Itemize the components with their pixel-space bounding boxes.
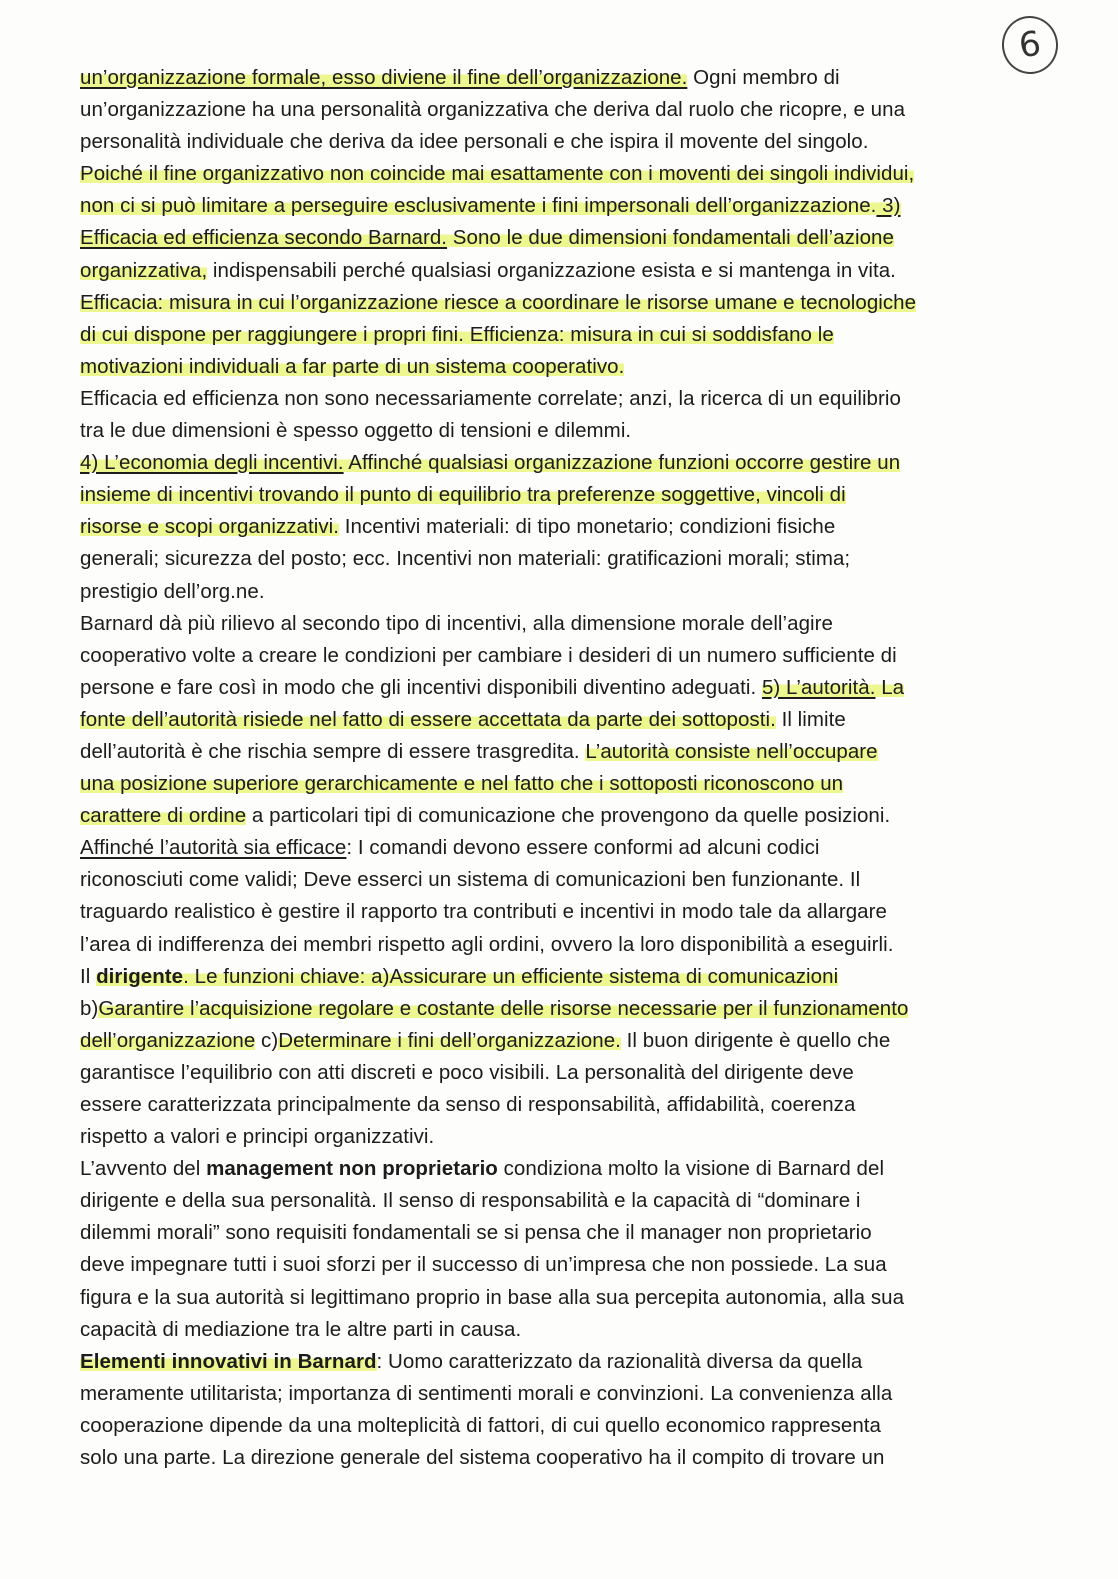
text-line bbox=[80, 383, 1045, 415]
highlighted-text: Affinché qualsiasi organizzazione funzioni occorre gestire un bbox=[343, 451, 901, 475]
highlighted-text: Garantire l’acquisizione regolare e costante delle risorse necessarie per il funzionamento bbox=[98, 996, 909, 1020]
text-segment: Il buon dirigente è quello che bbox=[620, 1028, 891, 1052]
text-segment: Il bbox=[80, 964, 97, 988]
highlighted-text: carattere di ordine bbox=[80, 804, 247, 828]
highlighted-text: organizzativa, bbox=[80, 258, 208, 282]
text-line bbox=[80, 1217, 1045, 1249]
text-segment: management non proprietario bbox=[206, 1157, 498, 1181]
highlighted-text: non ci si può limitare a perseguire esclusivamente i fini impersonali dell’organizzazione. bbox=[80, 194, 877, 218]
text-line bbox=[80, 672, 1045, 704]
text-line bbox=[80, 447, 1045, 479]
text-line bbox=[80, 222, 1045, 254]
text-line bbox=[80, 832, 1045, 864]
text-line bbox=[80, 62, 1045, 94]
text-line bbox=[80, 800, 1045, 832]
text-line bbox=[80, 704, 1045, 736]
text-segment: dilemmi morali” sono requisiti fondamentali se si pensa che il manager non proprietario bbox=[80, 1221, 872, 1245]
text-segment: condiziona molto la visione di Barnard del bbox=[497, 1157, 885, 1181]
text-segment: generali; sicurezza del posto; ecc. Incentivi non materiali: gratificazioni morali; stima; bbox=[80, 547, 851, 571]
text-line bbox=[80, 415, 1045, 447]
text-line bbox=[80, 1057, 1045, 1089]
highlighted-text: La bbox=[875, 675, 905, 699]
text-segment: persone e fare così in modo che gli incentivi disponibili diventino adeguati. bbox=[80, 675, 762, 699]
text-segment: : Uomo caratterizzato da razionalità diversa da quella bbox=[376, 1349, 863, 1373]
text-segment: solo una parte. La direzione generale del sistema cooperativo ha il compito di trovare un bbox=[80, 1446, 885, 1470]
text-segment: l’area di indifferenza dei membri rispetto agli ordini, ovvero la loro disponibilità a eseguirli. bbox=[80, 932, 894, 956]
text-line bbox=[80, 479, 1045, 511]
highlighted-text: insieme di incentivi trovando il punto di equilibrio tra preferenze soggettive, vincoli di bbox=[80, 483, 846, 507]
text-line bbox=[80, 543, 1045, 575]
text-segment: traguardo realistico è gestire il rapporto tra contributi e incentivi in modo tale da allargare bbox=[80, 900, 887, 924]
highlighted-text: Poiché il fine organizzativo non coincide mai esattamente con i moventi dei singoli individui, bbox=[80, 162, 915, 186]
text-line bbox=[80, 94, 1045, 126]
text-line bbox=[80, 190, 1045, 222]
text-line bbox=[80, 768, 1045, 800]
document-body bbox=[80, 62, 1045, 1474]
text-segment: figura e la sua autorità si legittimano proprio in base alla sua percepita autonomia, alla sua bbox=[80, 1285, 905, 1309]
text-segment: a particolari tipi di comunicazione che provengono da quelle posizioni. bbox=[246, 804, 891, 828]
text-line bbox=[80, 319, 1045, 351]
text-line bbox=[80, 640, 1045, 672]
highlighted-text: dirigente bbox=[96, 964, 184, 988]
text-line bbox=[80, 511, 1045, 543]
page-number: 6 bbox=[1016, 23, 1044, 67]
text-line bbox=[80, 287, 1045, 319]
text-line bbox=[80, 961, 1045, 993]
text-line bbox=[80, 1025, 1045, 1057]
highlighted-text: L’autorità consiste nell’occupare bbox=[585, 739, 878, 763]
text-segment: cooperazione dipende da una molteplicità di fattori, di cui quello economico rappresenta bbox=[80, 1413, 881, 1437]
text-segment: L’avvento del bbox=[80, 1157, 207, 1181]
text-segment: Efficacia ed efficienza non sono necessariamente correlate; anzi, la ricerca di un equilibrio bbox=[80, 386, 901, 410]
text-line bbox=[80, 126, 1045, 158]
text-segment: cooperativo volte a creare le condizioni per cambiare i desideri di un numero sufficiente di bbox=[80, 643, 897, 667]
text-line bbox=[80, 1410, 1045, 1442]
text-segment: Affinché l’autorità sia efficace bbox=[80, 836, 347, 860]
highlighted-text: risorse e scopi organizzativi. bbox=[80, 515, 339, 539]
highlighted-text: 3) bbox=[876, 194, 901, 218]
text-segment: Barnard dà più rilievo al secondo tipo di incentivi, alla dimensione morale dell’agire bbox=[80, 611, 833, 635]
text-line bbox=[80, 1153, 1045, 1185]
text-line bbox=[80, 351, 1045, 383]
highlighted-text: di cui dispone per raggiungere i propri fini. Efficienza: misura in cui si soddisfano le bbox=[80, 322, 834, 346]
text-line bbox=[80, 1314, 1045, 1346]
highlighted-text: una posizione superiore gerarchicamente e nel fatto che i sottoposti riconoscono un bbox=[80, 772, 844, 796]
text-segment: Incentivi materiali: di tipo monetario; condizioni fisiche bbox=[339, 515, 836, 539]
text-line bbox=[80, 1282, 1045, 1314]
text-line bbox=[80, 1089, 1045, 1121]
text-segment: personalità individuale che deriva da idee personali e che ispira il movente del singolo. bbox=[80, 130, 869, 154]
highlighted-text: dell’organizzazione bbox=[80, 1028, 256, 1052]
text-line bbox=[80, 864, 1045, 896]
text-segment: prestigio dell’org.ne. bbox=[80, 579, 265, 603]
highlighted-text: motivazioni individuali a far parte di un sistema cooperativo. bbox=[80, 354, 625, 378]
text-segment: essere caratterizzata principalmente da senso di responsabilità, affidabilità, coerenza bbox=[80, 1093, 856, 1116]
text-segment: deve impegnare tutti i suoi sforzi per il successo di un’impresa che non possiede. La sua bbox=[80, 1253, 887, 1277]
highlighted-text: Sono le due dimensioni fondamentali dell’azione bbox=[447, 226, 894, 250]
highlighted-text: Determinare i fini dell’organizzazione. bbox=[278, 1028, 621, 1052]
highlighted-text: 5) L’autorità. bbox=[761, 675, 876, 699]
text-line bbox=[80, 608, 1045, 640]
highlighted-text: . Le funzioni chiave: a)Assicurare un efficiente sistema di comunicazioni bbox=[183, 964, 839, 988]
text-segment: Ogni membro di bbox=[687, 66, 840, 89]
text-segment: : I comandi devono essere conformi ad alcuni codici bbox=[346, 836, 820, 860]
highlighted-text: 4) L’economia degli incentivi. bbox=[80, 451, 344, 475]
highlighted-text: Elementi innovativi in Barnard bbox=[80, 1349, 377, 1373]
text-line bbox=[80, 896, 1045, 928]
highlighted-text: fonte dell’autorità risiede nel fatto di essere accettata da parte dei sottoposti. bbox=[80, 707, 776, 731]
text-segment: garantisce l’equilibrio con atti discreti e poco visibili. La personalità del dirigente deve bbox=[80, 1060, 854, 1084]
text-line bbox=[80, 929, 1045, 961]
text-line bbox=[80, 158, 1045, 190]
highlighted-text: Efficacia ed efficienza secondo Barnard. bbox=[80, 226, 448, 250]
text-line bbox=[80, 1346, 1045, 1378]
text-segment: c) bbox=[255, 1028, 279, 1052]
text-segment: meramente utilitarista; importanza di sentimenti morali e convinzioni. La convenienza alla bbox=[80, 1381, 893, 1405]
text-segment: indispensabili perché qualsiasi organizzazione esista e si mantenga in vita. bbox=[207, 258, 896, 282]
text-line bbox=[80, 993, 1045, 1025]
text-line bbox=[80, 1249, 1045, 1281]
text-line bbox=[80, 576, 1045, 608]
text-line bbox=[80, 1185, 1045, 1217]
text-segment: b) bbox=[80, 996, 99, 1020]
text-line bbox=[80, 1378, 1045, 1410]
text-segment: Il limite bbox=[775, 707, 846, 731]
text-segment: capacità di mediazione tra le altre parti in causa. bbox=[80, 1317, 522, 1341]
text-segment: dirigente e della sua personalità. Il senso di responsabilità e la capacità di “dominare i bbox=[80, 1189, 861, 1213]
text-segment: dell’autorità è che rischia sempre di essere trasgredita. bbox=[80, 739, 586, 763]
text-segment: rispetto a valori e principi organizzativi. bbox=[80, 1125, 435, 1149]
highlighted-text: Efficacia: misura in cui l’organizzazione riesce a coordinare le risorse umane e tecnologiche bbox=[80, 290, 917, 314]
text-segment: riconosciuti come validi; Deve esserci un sistema di comunicazioni ben funzionante. Il bbox=[80, 868, 861, 892]
text-line bbox=[80, 255, 1045, 287]
text-segment: un’organizzazione ha una personalità organizzativa che deriva dal ruolo che ricopre, e una bbox=[80, 98, 906, 122]
text-segment: tra le due dimensioni è spesso oggetto di tensioni e dilemmi. bbox=[80, 419, 632, 443]
highlighted-text: un’organizzazione formale, esso diviene il fine dell’organizzazione. bbox=[80, 66, 688, 89]
text-line bbox=[80, 736, 1045, 768]
text-line bbox=[80, 1442, 1045, 1474]
text-line bbox=[80, 1121, 1045, 1153]
